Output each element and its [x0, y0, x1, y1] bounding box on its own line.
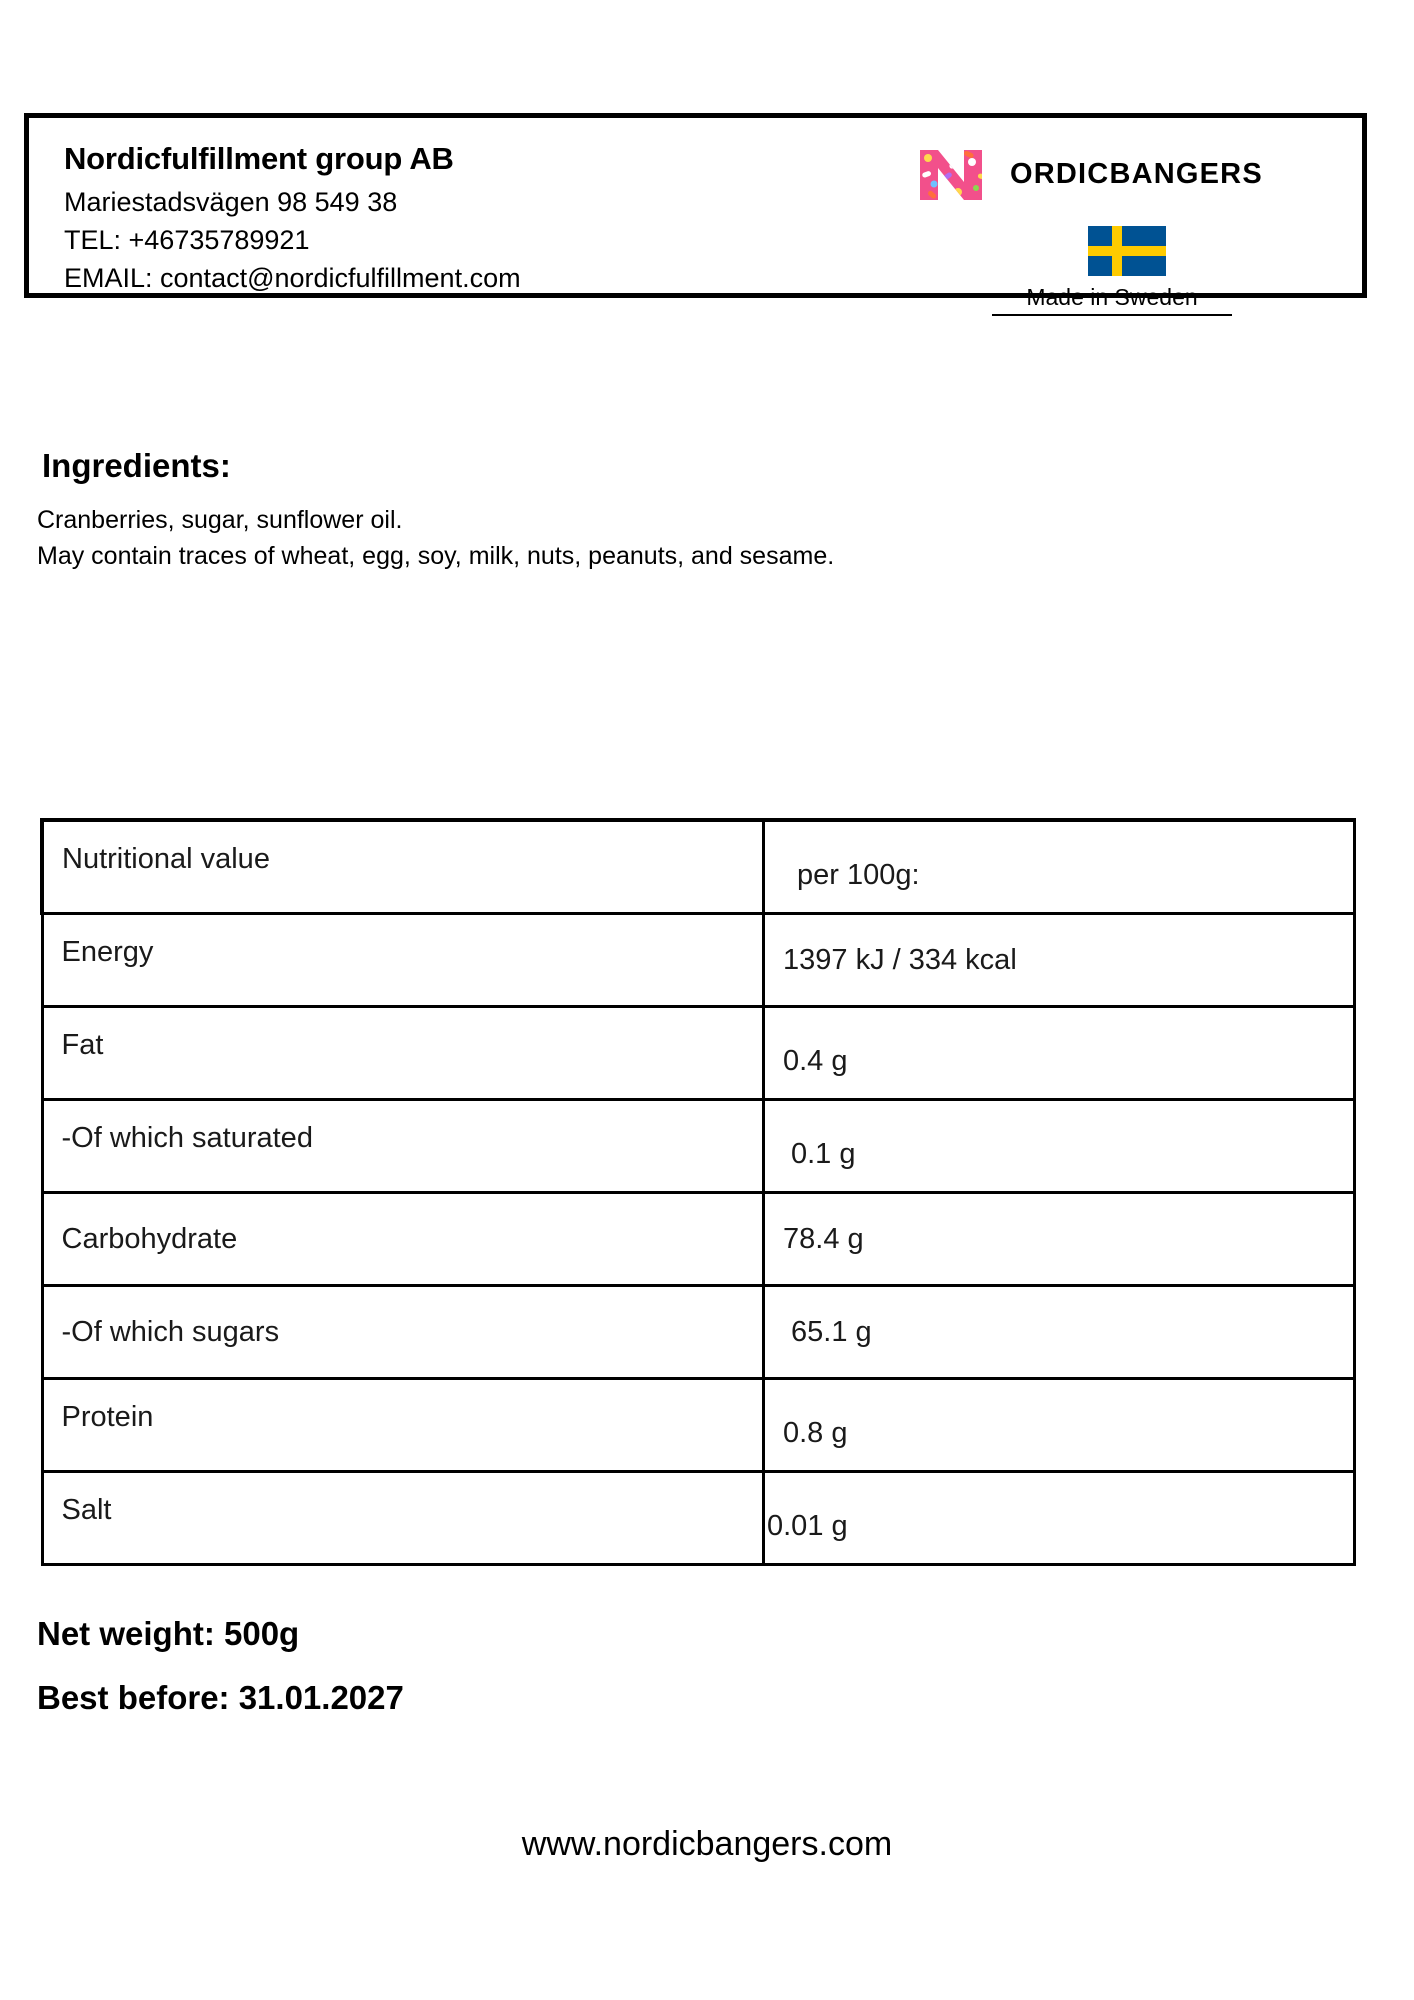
nutrition-header-value-cell	[764, 820, 1355, 914]
nutrition-value-salt: 0.01 g	[767, 1509, 848, 1542]
company-address: Mariestadsvägen 98 549 38	[64, 186, 398, 217]
nutrition-row-label-cell	[42, 1286, 764, 1379]
nutrition-row-value-cell	[764, 1007, 1355, 1100]
ingredients-body	[37, 503, 834, 575]
nutrition-value-sugars: 65.1 g	[791, 1315, 872, 1348]
nutrition-row-value-cell	[764, 1193, 1355, 1286]
nutrition-value-energy: 1397 kJ / 334 kcal	[783, 943, 1017, 976]
table-row	[42, 1286, 1355, 1379]
company-name: Nordicfulfillment group AB	[64, 141, 454, 176]
nutrition-header-label-cell	[42, 820, 764, 914]
nordicbangers-logo-icon	[912, 140, 1004, 208]
nutrition-row-label-cell	[42, 1472, 764, 1565]
ingredients-list: Cranberries, sugar, sunflower oil.	[37, 506, 403, 534]
made-in-label: Made in Sweden	[992, 284, 1232, 316]
nutrition-row-label-cell	[42, 1379, 764, 1472]
table-row	[42, 914, 1355, 1007]
table-row	[42, 1007, 1355, 1100]
nutrition-label-salt: Salt	[61, 1493, 112, 1526]
brand-lockup	[912, 140, 1263, 208]
table-row	[42, 1472, 1355, 1565]
nutrition-label-fat: Fat	[61, 1028, 104, 1061]
nutrition-label-energy: Energy	[61, 935, 154, 968]
nutrition-value-fat: 0.4 g	[783, 1044, 848, 1077]
table-row	[42, 820, 1355, 914]
company-header-box	[24, 113, 1367, 310]
nutrition-value-protein: 0.8 g	[783, 1416, 848, 1449]
nutrition-table	[40, 818, 1356, 1566]
nutrition-header-value: per 100g:	[797, 858, 920, 891]
table-row	[42, 1100, 1355, 1193]
table-row	[42, 1193, 1355, 1286]
website-url: www.nordicbangers.com	[521, 1825, 893, 1863]
allergen-statement: May contain traces of wheat, egg, soy, milk, nuts, peanuts, and sesame.	[37, 541, 835, 570]
brand-name: ORDICBANGERS	[1010, 157, 1263, 190]
nutrition-header-label: Nutritional value	[62, 842, 270, 875]
nutrition-row-label-cell	[42, 1007, 764, 1100]
nutrition-row-label-cell	[42, 1193, 764, 1286]
nutrition-row-label-cell	[42, 914, 764, 1007]
table-row	[42, 1379, 1355, 1472]
nutrition-label-sugars: -Of which sugars	[61, 1315, 280, 1348]
net-weight: Net weight: 500g	[37, 1615, 300, 1652]
company-phone: TEL: +46735789921	[64, 225, 310, 256]
brand-details	[902, 118, 1362, 310]
ingredients-title: Ingredients:	[42, 447, 231, 484]
nutrition-row-label-cell	[42, 1100, 764, 1193]
nutrition-row-value-cell	[764, 1472, 1355, 1565]
company-email: EMAIL: contact@nordicfulfillment.com	[64, 263, 521, 294]
nutrition-value-carbohydrate: 78.4 g	[783, 1222, 864, 1255]
nutrition-label-protein: Protein	[61, 1400, 154, 1433]
nutrition-label-carbohydrate: Carbohydrate	[61, 1222, 238, 1255]
nutrition-row-value-cell	[764, 1100, 1355, 1193]
nutrition-value-saturated: 0.1 g	[791, 1137, 856, 1170]
nutrition-row-value-cell	[764, 914, 1355, 1007]
nutrition-row-value-cell	[764, 1379, 1355, 1472]
swedish-flag-icon	[1088, 226, 1166, 276]
best-before-date: Best before: 31.01.2027	[37, 1679, 404, 1716]
nutrition-row-value-cell	[764, 1286, 1355, 1379]
nutrition-label-saturated: -Of which saturated	[61, 1121, 313, 1154]
company-details	[29, 118, 902, 293]
